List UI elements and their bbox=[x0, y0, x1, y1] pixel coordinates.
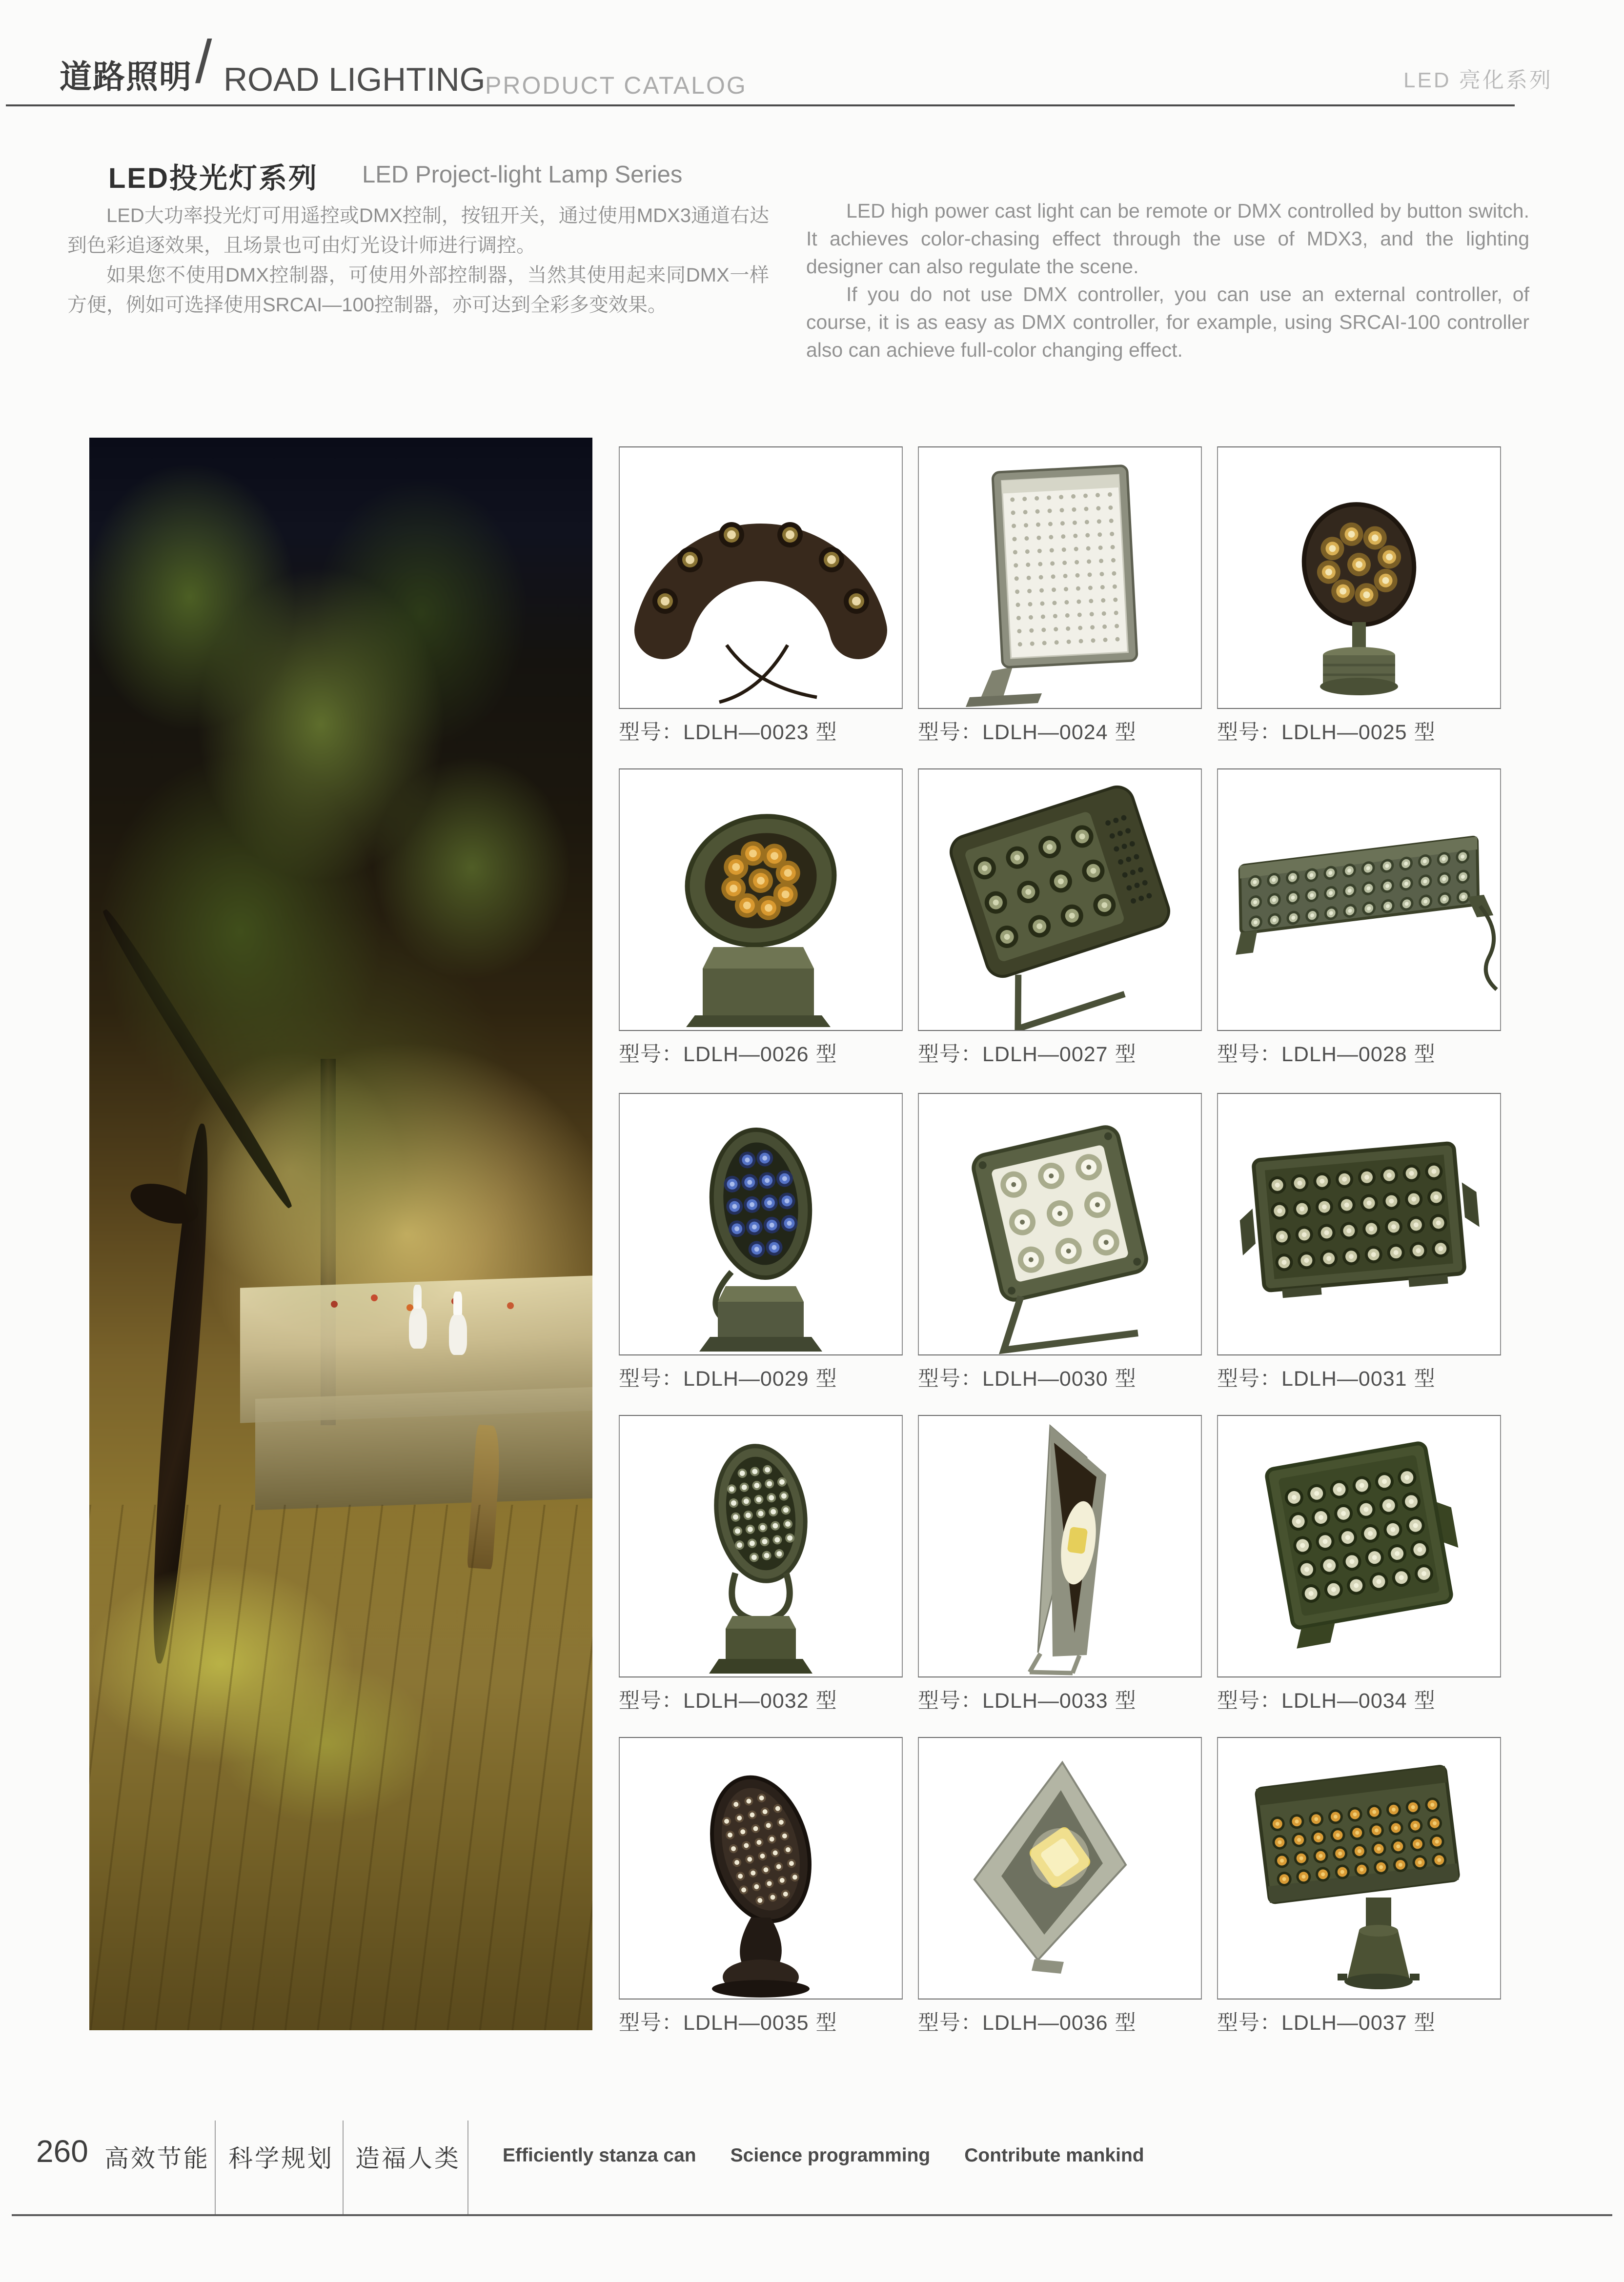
footer-slogans-en bbox=[503, 2145, 1178, 2166]
product-cell bbox=[918, 1415, 1202, 1714]
product-cell bbox=[1217, 1737, 1501, 2036]
arc-flood-lamp-graphic bbox=[620, 447, 902, 708]
square-multi-led-graphic bbox=[1218, 1416, 1500, 1676]
product-cell bbox=[619, 1093, 903, 1392]
product-image-ldlh-0036 bbox=[918, 1737, 1202, 1999]
product-model-label: 型号：LDLH—0032 型 bbox=[619, 1689, 837, 1713]
product-model-label: 型号：LDLH—0027 型 bbox=[918, 1043, 1137, 1066]
product-image-ldlh-0032 bbox=[619, 1415, 903, 1677]
product-cell bbox=[1217, 1415, 1501, 1714]
page-title-zh: 道路照明 bbox=[60, 59, 192, 95]
product-model-label: 型号：LDLH—0034 型 bbox=[1217, 1689, 1436, 1713]
amber-round-flood-graphic bbox=[620, 769, 902, 1030]
footer-divider bbox=[343, 2120, 344, 2216]
product-cell bbox=[1217, 768, 1501, 1068]
product-model-label: 型号：LDLH—0033 型 bbox=[918, 1689, 1137, 1713]
product-model-label: 型号：LDLH—0024 型 bbox=[918, 721, 1137, 744]
cob-flood-angled-graphic bbox=[919, 1738, 1201, 1999]
product-model-label: 型号：LDLH—0029 型 bbox=[619, 1367, 837, 1391]
page-subtitle: PRODUCT CATALOG bbox=[485, 72, 747, 99]
product-image-ldlh-0025 bbox=[1217, 446, 1501, 709]
side-view-flood-graphic bbox=[919, 1416, 1201, 1676]
black-round-pedestal-lamp-graphic bbox=[620, 1738, 902, 1999]
footer-divider bbox=[467, 2120, 468, 2216]
product-cell bbox=[619, 1415, 903, 1714]
product-image-ldlh-0028 bbox=[1217, 768, 1501, 1031]
product-model-label: 型号：LDLH—0037 型 bbox=[1217, 2011, 1436, 2035]
blue-led-spotlight-graphic bbox=[620, 1094, 902, 1354]
product-image-ldlh-0034 bbox=[1217, 1415, 1501, 1677]
product-model-label: 型号：LDLH—0023 型 bbox=[619, 721, 837, 744]
product-cell bbox=[918, 768, 1202, 1068]
section-title-zh: LED投光灯系列 bbox=[108, 162, 319, 194]
intro-zh-p2: 如果您不使用DMX控制器，可使用外部控制器，当然其使用起来同DMX一样方便，例如可选择使用SRCAI—100控制器，亦可达到全彩多变效果。 bbox=[67, 264, 769, 316]
footer-divider bbox=[215, 2120, 216, 2216]
product-image-ldlh-0037 bbox=[1217, 1737, 1501, 1999]
intro-paragraphs-en bbox=[806, 197, 1529, 364]
product-image-ldlh-0033 bbox=[918, 1415, 1202, 1677]
product-cell bbox=[619, 446, 903, 746]
product-image-ldlh-0026 bbox=[619, 768, 903, 1031]
panel-flood-light-graphic bbox=[919, 447, 1201, 708]
title-slash: / bbox=[195, 28, 212, 96]
oval-head-spotlight-graphic bbox=[620, 1416, 902, 1676]
intro-paragraphs-zh bbox=[67, 201, 769, 320]
footer-slogan-en-1: Efficiently stanza can bbox=[503, 2145, 696, 2166]
product-model-label: 型号：LDLH—0036 型 bbox=[918, 2011, 1137, 2035]
product-cell bbox=[918, 1093, 1202, 1392]
product-cell bbox=[918, 446, 1202, 746]
footer-slogan-zh-2: 科学规划 bbox=[228, 2145, 334, 2172]
footer-slogan-en-3: Contribute mankind bbox=[964, 2145, 1144, 2166]
product-model-label: 型号：LDLH—0028 型 bbox=[1217, 1043, 1436, 1066]
product-image-ldlh-0027 bbox=[918, 768, 1202, 1031]
footer-rule bbox=[12, 2214, 1612, 2216]
amber-wall-washer-pedestal-graphic bbox=[1218, 1738, 1500, 1999]
intro-en-p2: If you do not use DMX controller, you can use an external controller, of course, it is as easy as DMX controller, for example, using SRCAI-100 controller also can achieve full-color changing effect. bbox=[806, 283, 1529, 361]
section-title-en: LED Project-light Lamp Series bbox=[362, 162, 683, 188]
product-image-ldlh-0035 bbox=[619, 1737, 903, 1999]
product-cell bbox=[619, 768, 903, 1068]
wall-washer-bar-graphic bbox=[1218, 769, 1500, 1030]
product-image-ldlh-0024 bbox=[918, 446, 1202, 709]
footer-slogan-en-2: Science programming bbox=[730, 2145, 931, 2166]
page-number: 260 bbox=[36, 2134, 88, 2169]
product-image-ldlh-0023 bbox=[619, 446, 903, 709]
product-cell bbox=[1217, 446, 1501, 746]
page-title-en: ROAD LIGHTING bbox=[223, 61, 486, 98]
series-label: LED 亮化系列 bbox=[1403, 68, 1553, 92]
intro-en-p1: LED high power cast light can be remote or DMX controlled by button switch. It achieves color-chasing effect through the use of MDX3, and the lighting designer can also regulate the scene. bbox=[806, 200, 1529, 278]
product-model-label: 型号：LDLH—0025 型 bbox=[1217, 721, 1436, 744]
product-cell bbox=[1217, 1093, 1501, 1392]
product-image-ldlh-0029 bbox=[619, 1093, 903, 1355]
multi-led-panel-graphic bbox=[1218, 1094, 1500, 1354]
product-model-label: 型号：LDLH—0031 型 bbox=[1217, 1367, 1436, 1391]
intro-zh-p1: LED大功率投光灯可用遥控或DMX控制，按钮开关，通过使用MDX3通道右达到色彩追逐效果，且场景也可由灯光设计师进行调控。 bbox=[67, 205, 769, 256]
square-panel-flood-graphic bbox=[919, 1094, 1201, 1354]
product-image-ldlh-0031 bbox=[1217, 1093, 1501, 1355]
round-spotlight-graphic bbox=[1218, 447, 1500, 708]
footer-slogan-zh-1: 高效节能 bbox=[104, 2145, 210, 2172]
footer-slogan-zh-3: 造福人类 bbox=[355, 2145, 461, 2172]
header-rule bbox=[6, 104, 1515, 106]
product-cell bbox=[619, 1737, 903, 2036]
product-image-ldlh-0030 bbox=[918, 1093, 1202, 1355]
product-model-label: 型号：LDLH—0030 型 bbox=[918, 1367, 1137, 1391]
product-model-label: 型号：LDLH—0026 型 bbox=[619, 1043, 837, 1066]
tilted-rect-flood-graphic bbox=[919, 769, 1201, 1030]
product-model-label: 型号：LDLH—0035 型 bbox=[619, 2011, 837, 2035]
ambience-photo-night-scene bbox=[89, 438, 592, 2030]
product-cell bbox=[918, 1737, 1202, 2036]
